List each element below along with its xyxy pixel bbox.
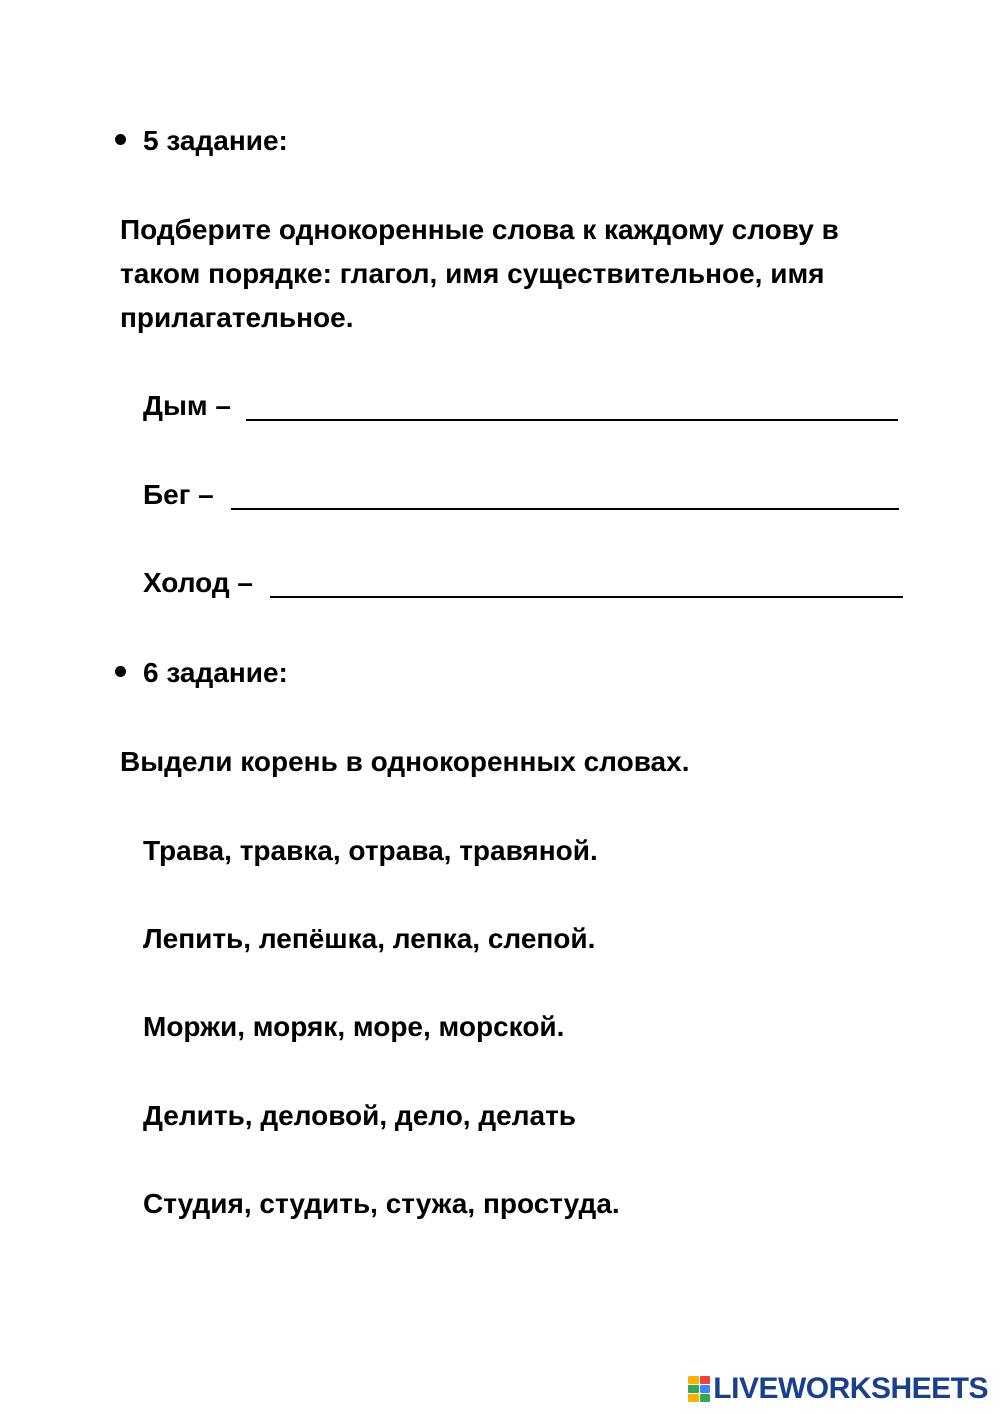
task6-row-5[interactable]: Студия, студить, стужа, простуда. (143, 1188, 620, 1219)
task6-heading (115, 656, 288, 690)
task5-item-holod-label: Холод – (143, 567, 253, 598)
task5-heading-text: 5 задание: (143, 125, 288, 156)
bullet-icon (115, 134, 126, 145)
task5-heading (115, 124, 288, 158)
liveworksheets-logo (688, 1372, 988, 1406)
logo-grid-icon (688, 1376, 710, 1402)
task5-item-dym-label: Дым – (143, 390, 231, 421)
task6-heading-text: 6 задание: (143, 657, 288, 688)
task6-row-3[interactable]: Моржи, моряк, море, морской. (143, 1011, 565, 1042)
bullet-icon (115, 666, 126, 677)
answer-line-holod[interactable] (270, 572, 903, 598)
answer-line-dym[interactable] (246, 395, 898, 421)
task6-instruction: Выдели корень в однокоренных словах. (120, 746, 690, 777)
task5-instruction: Подберите однокоренные слова к каждому слову в таком порядке: глагол, имя существительное, имя прилагательное. (120, 214, 839, 333)
task5-item-beg-label: Бег – (143, 479, 214, 510)
task6-row-4[interactable]: Делить, деловой, дело, делать (143, 1100, 576, 1131)
logo-text: LIVEWORKSHEETS (713, 1372, 988, 1405)
task6-row-2[interactable]: Лепить, лепёшка, лепка, слепой. (143, 923, 596, 954)
task6-row-1[interactable]: Трава, травка, отрава, травяной. (143, 835, 598, 866)
answer-line-beg[interactable] (231, 484, 899, 510)
